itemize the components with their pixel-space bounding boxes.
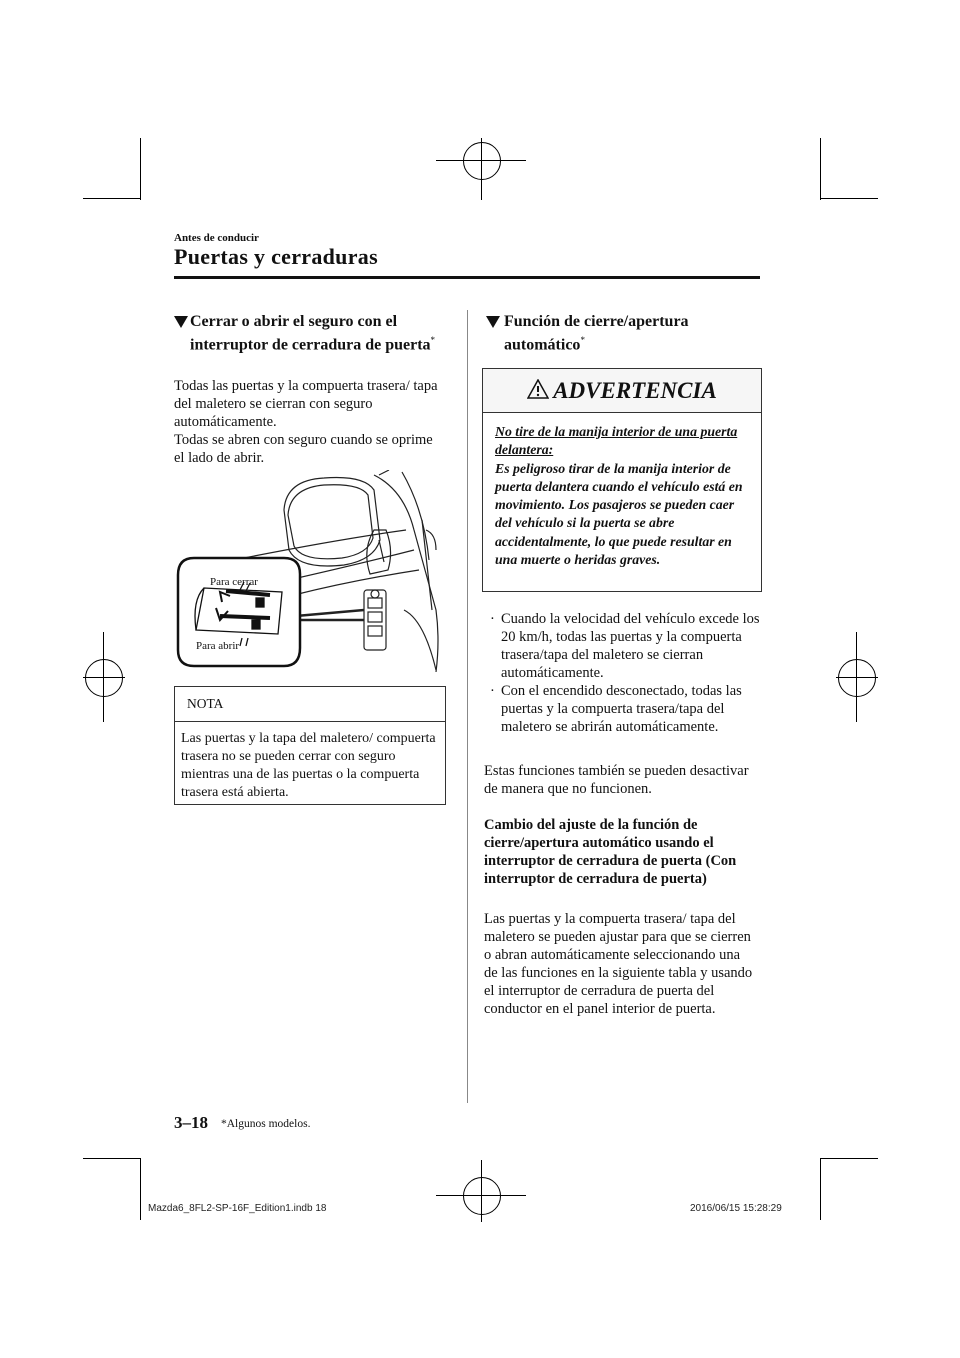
crop-mark <box>140 138 141 200</box>
left-body <box>174 377 440 467</box>
warning-box <box>482 368 762 592</box>
crop-mark <box>820 198 878 199</box>
warning-body: Es peligroso tirar de la manija interior de puerta delantera cuando el vehículo está en movimiento. Los pasajeros se pueden caer del vehículo si la puerta se abre accidentalmente, lo que puede resultar en una muerte o heridas graves. <box>495 460 743 568</box>
file-name: Mazda6_8FL2-SP-16F_Edition1.indb 18 <box>148 1203 327 1214</box>
warning-title: ADVERTENCIA <box>553 378 717 403</box>
timestamp: 2016/06/15 15:28:29 <box>690 1203 782 1214</box>
note-title: NOTA <box>175 687 445 722</box>
column-divider <box>467 310 468 1103</box>
footnote: *Algunos modelos. <box>221 1118 311 1130</box>
left-paragraph: Todas se abren con seguro cuando se oprime el lado de abrir. <box>174 432 433 466</box>
note-text: Las puertas y la tapa del maletero/ compuerta trasera no se pueden cerrar con seguro mientras una de las puertas o la compuerta trasera está abierta. <box>181 731 436 800</box>
footnote-mark: * <box>580 335 585 345</box>
page-title: Puertas y cerraduras <box>174 244 378 269</box>
right-heading <box>486 312 756 354</box>
crop-mark <box>83 1158 141 1159</box>
left-paragraph: Todas las puertas y la compuerta trasera/ tapa del maletero se cierran con seguro automáticamente. <box>174 378 438 430</box>
registration-circle <box>463 142 501 180</box>
note-box <box>174 686 446 805</box>
right-subheading: Cambio del ajuste de la función de cierre/apertura automático usando el interruptor de cerradura de puerta (Con interruptor de cerradura de puerta) <box>484 817 737 887</box>
warning-triangle-icon <box>527 379 549 399</box>
list-item: · Con el encendido desconectado, todas las puertas y la compuerta trasera/tapa del maletero se abrirán automáticamente. <box>490 683 742 735</box>
crop-mark <box>140 1158 141 1220</box>
warning-underlined: No tire de la manija interior de una puerta delantera: <box>495 424 738 458</box>
label-close: Para cerrar <box>210 576 258 588</box>
bullet-dot-icon: · <box>490 683 495 699</box>
warning-text <box>483 413 761 569</box>
crop-mark <box>820 1158 878 1159</box>
list-item: · Cuando la velocidad del vehículo excede los 20 km/h, todas las puertas y la compuerta trasera/tapa del maletero se cierran automáticamente. <box>490 611 760 681</box>
door-switch-figure <box>174 470 446 672</box>
registration-circle <box>463 1177 501 1215</box>
section-label: Antes de conducir <box>174 232 259 244</box>
crop-mark <box>820 138 821 200</box>
bullet-list <box>484 610 764 736</box>
footnote-mark: * <box>430 335 436 345</box>
header-rule <box>174 276 760 279</box>
triangle-bullet-icon <box>174 316 188 328</box>
registration-circle <box>85 659 123 697</box>
bullet-dot-icon: · <box>490 611 495 627</box>
label-open: Para abrir <box>196 640 240 652</box>
registration-circle <box>838 659 876 697</box>
warning-header <box>483 369 761 413</box>
crop-mark <box>83 198 141 199</box>
crop-mark <box>820 1158 821 1220</box>
left-heading-text: Cerrar o abrir el seguro con el interruptor de cerradura de puerta <box>190 313 431 354</box>
triangle-bullet-icon <box>486 316 500 328</box>
right-heading-text: Función de cierre/apertura automático <box>504 313 689 354</box>
right-paragraph: Las puertas y la compuerta trasera/ tapa del maletero se pueden ajustar para que se cierren o abran automáticamente seleccionando una de las funciones en la siguiente tabla y usando el interruptor de cerradura de puerta del conductor en el panel interior de puerta. <box>484 911 753 1017</box>
left-heading <box>174 312 444 354</box>
right-paragraph: Estas funciones también se pueden desactivar de manera que no funcionen. <box>484 763 749 797</box>
page-number: 3–18 <box>174 1113 208 1132</box>
